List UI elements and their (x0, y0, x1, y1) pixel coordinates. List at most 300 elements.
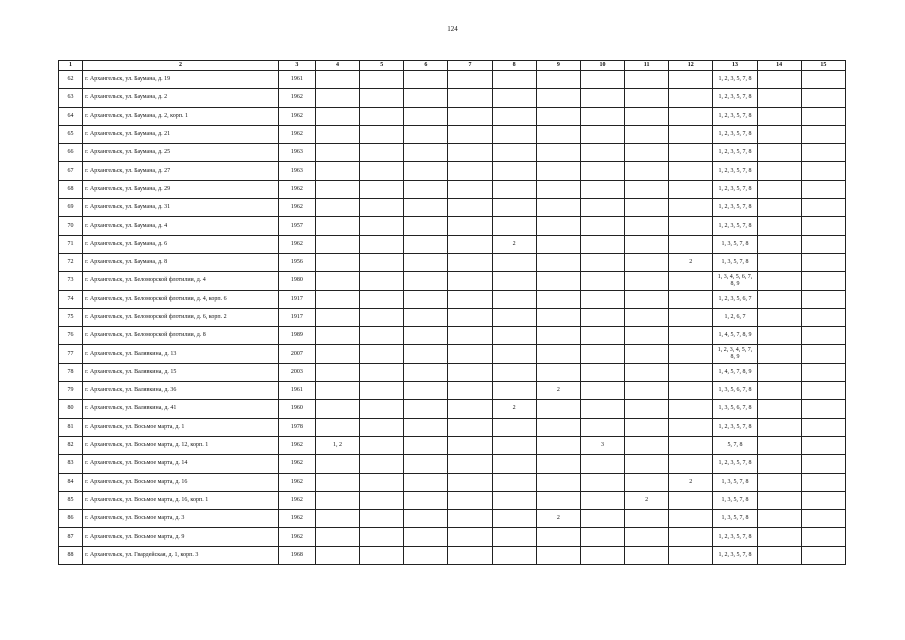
column-11-cell (625, 455, 669, 473)
codes-cell: 1, 2, 3, 5, 7, 8 (713, 107, 757, 125)
column-6-cell (404, 436, 448, 454)
column-10-cell (580, 400, 624, 418)
column-9-cell (536, 272, 580, 290)
column-15-cell (801, 382, 845, 400)
table-row (59, 473, 846, 491)
column-5-cell (360, 107, 404, 125)
address-cell: г. Архангельск, ул. Валявкина, д. 13 (83, 345, 279, 363)
year-cell: 1962 (278, 510, 315, 528)
column-6-cell (404, 363, 448, 381)
column-15-cell (801, 235, 845, 253)
column-7-cell (448, 308, 492, 326)
column-header: 4 (315, 61, 359, 71)
column-4-cell (315, 71, 359, 89)
column-5-cell (360, 436, 404, 454)
codes-cell: 5, 7, 8 (713, 436, 757, 454)
column-6-cell (404, 491, 448, 509)
year-cell: 1962 (278, 455, 315, 473)
column-5-cell (360, 162, 404, 180)
column-15-cell (801, 418, 845, 436)
column-10-cell (580, 308, 624, 326)
column-14-cell (757, 290, 801, 308)
column-15-cell (801, 436, 845, 454)
column-7-cell (448, 363, 492, 381)
column-8-cell (492, 272, 536, 290)
column-7-cell (448, 253, 492, 271)
table-row (59, 382, 846, 400)
table-row (59, 71, 846, 89)
year-cell: 1957 (278, 217, 315, 235)
column-15-cell (801, 327, 845, 345)
table-row (59, 199, 846, 217)
column-header: 2 (83, 61, 279, 71)
year-cell: 1962 (278, 235, 315, 253)
column-12-cell (669, 272, 713, 290)
address-cell: г. Архангельск, ул. Восьмое марта, д. 9 (83, 528, 279, 546)
table-row (59, 418, 846, 436)
column-14-cell (757, 400, 801, 418)
column-10-cell (580, 162, 624, 180)
column-7-cell (448, 125, 492, 143)
column-4-cell (315, 400, 359, 418)
year-cell: 1962 (278, 491, 315, 509)
address-cell: г. Архангельск, ул. Баумана, д. 4 (83, 217, 279, 235)
row-number-cell: 66 (59, 144, 83, 162)
column-7-cell (448, 528, 492, 546)
column-15-cell (801, 528, 845, 546)
row-number-cell: 63 (59, 89, 83, 107)
year-cell: 1962 (278, 528, 315, 546)
column-8-cell (492, 217, 536, 235)
column-4-cell (315, 199, 359, 217)
column-9-cell: 2 (536, 510, 580, 528)
column-12-cell (669, 418, 713, 436)
column-9-cell (536, 162, 580, 180)
column-11-cell (625, 308, 669, 326)
codes-cell: 1, 2, 6, 7 (713, 308, 757, 326)
year-cell: 1968 (278, 546, 315, 564)
column-5-cell (360, 125, 404, 143)
column-9-cell (536, 436, 580, 454)
column-14-cell (757, 107, 801, 125)
column-4-cell (315, 308, 359, 326)
year-cell: 1917 (278, 290, 315, 308)
column-11-cell (625, 235, 669, 253)
row-number-cell: 68 (59, 180, 83, 198)
column-9-cell (536, 253, 580, 271)
codes-cell: 1, 3, 5, 6, 7, 8 (713, 400, 757, 418)
column-15-cell (801, 400, 845, 418)
column-4-cell (315, 235, 359, 253)
column-14-cell (757, 473, 801, 491)
column-5-cell (360, 473, 404, 491)
table-row (59, 491, 846, 509)
column-6-cell (404, 217, 448, 235)
codes-cell: 1, 3, 5, 7, 8 (713, 473, 757, 491)
address-cell: г. Архангельск, ул. Восьмое марта, д. 1 (83, 418, 279, 436)
column-9-cell (536, 144, 580, 162)
column-10-cell (580, 473, 624, 491)
column-10-cell (580, 491, 624, 509)
address-cell: г. Архангельск, ул. Баумана, д. 21 (83, 125, 279, 143)
column-10-cell (580, 107, 624, 125)
column-4-cell (315, 180, 359, 198)
address-cell: г. Архангельск, ул. Баумана, д. 29 (83, 180, 279, 198)
column-5-cell (360, 89, 404, 107)
column-8-cell (492, 382, 536, 400)
year-cell: 1978 (278, 418, 315, 436)
column-9-cell (536, 473, 580, 491)
table-row (59, 528, 846, 546)
year-cell: 2007 (278, 345, 315, 363)
row-number-cell: 73 (59, 272, 83, 290)
column-4-cell (315, 455, 359, 473)
column-14-cell (757, 528, 801, 546)
column-5-cell (360, 217, 404, 235)
column-8-cell (492, 363, 536, 381)
column-12-cell (669, 382, 713, 400)
column-9-cell (536, 308, 580, 326)
column-15-cell (801, 71, 845, 89)
column-7-cell (448, 107, 492, 125)
column-10-cell (580, 253, 624, 271)
row-number-cell: 82 (59, 436, 83, 454)
column-header: 11 (625, 61, 669, 71)
column-15-cell (801, 363, 845, 381)
column-4-cell (315, 144, 359, 162)
column-12-cell (669, 199, 713, 217)
codes-cell: 1, 2, 3, 5, 7, 8 (713, 528, 757, 546)
column-9-cell (536, 199, 580, 217)
row-number-cell: 85 (59, 491, 83, 509)
year-cell: 1962 (278, 199, 315, 217)
year-cell: 1956 (278, 253, 315, 271)
column-9-cell (536, 107, 580, 125)
address-cell: г. Архангельск, ул. Беломорской флотилии, д. 4 (83, 272, 279, 290)
column-6-cell (404, 546, 448, 564)
column-12-cell (669, 180, 713, 198)
year-cell: 1962 (278, 180, 315, 198)
column-15-cell (801, 272, 845, 290)
column-8-cell (492, 199, 536, 217)
table-row (59, 125, 846, 143)
column-10-cell (580, 546, 624, 564)
column-7-cell (448, 272, 492, 290)
address-cell: г. Архангельск, ул. Баумана, д. 31 (83, 199, 279, 217)
column-12-cell (669, 528, 713, 546)
column-7-cell (448, 455, 492, 473)
column-5-cell (360, 382, 404, 400)
column-5-cell (360, 290, 404, 308)
column-8-cell (492, 89, 536, 107)
address-cell: г. Архангельск, ул. Баумана, д. 8 (83, 253, 279, 271)
column-4-cell (315, 363, 359, 381)
address-cell: г. Архангельск, ул. Гвардейская, д. 1, корп. 3 (83, 546, 279, 564)
row-number-cell: 83 (59, 455, 83, 473)
column-15-cell (801, 546, 845, 564)
column-14-cell (757, 491, 801, 509)
column-6-cell (404, 71, 448, 89)
column-11-cell (625, 382, 669, 400)
address-cell: г. Архангельск, ул. Восьмое марта, д. 14 (83, 455, 279, 473)
column-11-cell (625, 89, 669, 107)
row-number-cell: 74 (59, 290, 83, 308)
table-row (59, 327, 846, 345)
column-7-cell (448, 436, 492, 454)
column-14-cell (757, 327, 801, 345)
column-header: 10 (580, 61, 624, 71)
column-14-cell (757, 253, 801, 271)
year-cell: 1962 (278, 89, 315, 107)
address-cell: г. Архангельск, ул. Валявкина, д. 36 (83, 382, 279, 400)
row-number-cell: 84 (59, 473, 83, 491)
column-8-cell (492, 436, 536, 454)
column-11-cell (625, 363, 669, 381)
table-row (59, 363, 846, 381)
year-cell: 1917 (278, 308, 315, 326)
column-12-cell (669, 107, 713, 125)
table-row (59, 144, 846, 162)
column-9-cell (536, 235, 580, 253)
column-9-cell (536, 546, 580, 564)
column-6-cell (404, 199, 448, 217)
column-8-cell (492, 290, 536, 308)
column-12-cell (669, 491, 713, 509)
column-7-cell (448, 345, 492, 363)
year-cell: 1989 (278, 327, 315, 345)
column-12-cell (669, 363, 713, 381)
column-11-cell (625, 71, 669, 89)
column-9-cell (536, 327, 580, 345)
column-7-cell (448, 473, 492, 491)
column-8-cell (492, 546, 536, 564)
column-5-cell (360, 180, 404, 198)
column-10-cell (580, 217, 624, 235)
column-header: 9 (536, 61, 580, 71)
column-10-cell (580, 125, 624, 143)
column-12-cell: 2 (669, 253, 713, 271)
column-7-cell (448, 491, 492, 509)
column-15-cell (801, 89, 845, 107)
column-8-cell (492, 253, 536, 271)
column-10-cell: 3 (580, 436, 624, 454)
column-12-cell (669, 162, 713, 180)
column-15-cell (801, 345, 845, 363)
column-12-cell (669, 436, 713, 454)
row-number-cell: 64 (59, 107, 83, 125)
row-number-cell: 80 (59, 400, 83, 418)
column-4-cell (315, 510, 359, 528)
column-6-cell (404, 327, 448, 345)
column-6-cell (404, 345, 448, 363)
column-9-cell: 2 (536, 382, 580, 400)
table-row (59, 510, 846, 528)
column-7-cell (448, 162, 492, 180)
column-14-cell (757, 363, 801, 381)
table-row (59, 455, 846, 473)
column-8-cell: 2 (492, 400, 536, 418)
column-6-cell (404, 107, 448, 125)
column-6-cell (404, 235, 448, 253)
codes-cell: 1, 3, 5, 6, 7, 8 (713, 382, 757, 400)
column-6-cell (404, 253, 448, 271)
column-10-cell (580, 418, 624, 436)
column-11-cell (625, 125, 669, 143)
column-header: 12 (669, 61, 713, 71)
column-12-cell: 2 (669, 473, 713, 491)
column-15-cell (801, 491, 845, 509)
column-14-cell (757, 180, 801, 198)
column-12-cell (669, 217, 713, 235)
column-10-cell (580, 290, 624, 308)
column-7-cell (448, 180, 492, 198)
codes-cell: 1, 2, 3, 5, 7, 8 (713, 217, 757, 235)
column-15-cell (801, 473, 845, 491)
year-cell: 2003 (278, 363, 315, 381)
column-11-cell (625, 199, 669, 217)
column-4-cell (315, 272, 359, 290)
column-12-cell (669, 308, 713, 326)
year-cell: 1962 (278, 107, 315, 125)
column-11-cell (625, 272, 669, 290)
column-11-cell (625, 418, 669, 436)
table-row (59, 253, 846, 271)
column-14-cell (757, 436, 801, 454)
column-9-cell (536, 528, 580, 546)
column-12-cell (669, 125, 713, 143)
column-12-cell (669, 510, 713, 528)
column-7-cell (448, 217, 492, 235)
column-6-cell (404, 290, 448, 308)
column-11-cell (625, 107, 669, 125)
codes-cell: 1, 2, 3, 5, 7, 8 (713, 89, 757, 107)
row-number-cell: 62 (59, 71, 83, 89)
column-4-cell (315, 327, 359, 345)
column-10-cell (580, 528, 624, 546)
column-14-cell (757, 272, 801, 290)
column-8-cell (492, 345, 536, 363)
column-9-cell (536, 455, 580, 473)
codes-cell: 1, 4, 5, 7, 8, 9 (713, 363, 757, 381)
address-cell: г. Архангельск, ул. Восьмое марта, д. 3 (83, 510, 279, 528)
column-10-cell (580, 180, 624, 198)
column-14-cell (757, 345, 801, 363)
column-4-cell (315, 528, 359, 546)
column-5-cell (360, 235, 404, 253)
row-number-cell: 65 (59, 125, 83, 143)
codes-cell: 1, 2, 3, 5, 7, 8 (713, 125, 757, 143)
codes-cell: 1, 2, 3, 5, 7, 8 (713, 546, 757, 564)
column-7-cell (448, 382, 492, 400)
column-6-cell (404, 528, 448, 546)
column-8-cell (492, 510, 536, 528)
column-15-cell (801, 308, 845, 326)
column-8-cell (492, 418, 536, 436)
column-7-cell (448, 199, 492, 217)
column-12-cell (669, 89, 713, 107)
row-number-cell: 79 (59, 382, 83, 400)
column-4-cell (315, 107, 359, 125)
column-8-cell (492, 455, 536, 473)
column-7-cell (448, 235, 492, 253)
row-number-cell: 86 (59, 510, 83, 528)
column-11-cell (625, 253, 669, 271)
column-6-cell (404, 162, 448, 180)
column-4-cell: 1, 2 (315, 436, 359, 454)
column-7-cell (448, 327, 492, 345)
row-number-cell: 87 (59, 528, 83, 546)
row-number-cell: 69 (59, 199, 83, 217)
table-row (59, 162, 846, 180)
address-cell: г. Архангельск, ул. Баумана, д. 25 (83, 144, 279, 162)
column-10-cell (580, 199, 624, 217)
column-4-cell (315, 382, 359, 400)
address-cell: г. Архангельск, ул. Беломорской флотилии, д. 8 (83, 327, 279, 345)
column-10-cell (580, 382, 624, 400)
codes-cell: 1, 2, 3, 5, 7, 8 (713, 199, 757, 217)
table-row (59, 217, 846, 235)
codes-cell: 1, 2, 3, 5, 7, 8 (713, 71, 757, 89)
column-11-cell (625, 290, 669, 308)
column-15-cell (801, 290, 845, 308)
column-8-cell (492, 125, 536, 143)
row-number-cell: 67 (59, 162, 83, 180)
column-8-cell (492, 144, 536, 162)
codes-cell: 1, 2, 3, 5, 7, 8 (713, 162, 757, 180)
column-11-cell: 2 (625, 491, 669, 509)
column-10-cell (580, 327, 624, 345)
column-7-cell (448, 144, 492, 162)
column-6-cell (404, 382, 448, 400)
column-11-cell (625, 217, 669, 235)
row-number-cell: 71 (59, 235, 83, 253)
column-14-cell (757, 546, 801, 564)
column-header: 6 (404, 61, 448, 71)
column-12-cell (669, 400, 713, 418)
column-14-cell (757, 235, 801, 253)
column-5-cell (360, 455, 404, 473)
column-12-cell (669, 455, 713, 473)
year-cell: 1963 (278, 162, 315, 180)
codes-cell: 1, 3, 5, 7, 8 (713, 510, 757, 528)
column-10-cell (580, 144, 624, 162)
column-6-cell (404, 418, 448, 436)
column-4-cell (315, 473, 359, 491)
column-9-cell (536, 125, 580, 143)
row-number-cell: 81 (59, 418, 83, 436)
column-5-cell (360, 253, 404, 271)
column-4-cell (315, 162, 359, 180)
column-header: 15 (801, 61, 845, 71)
year-cell: 1962 (278, 436, 315, 454)
column-7-cell (448, 418, 492, 436)
column-11-cell (625, 528, 669, 546)
column-10-cell (580, 89, 624, 107)
column-6-cell (404, 510, 448, 528)
column-4-cell (315, 491, 359, 509)
column-9-cell (536, 89, 580, 107)
codes-cell: 1, 2, 3, 5, 7, 8 (713, 418, 757, 436)
column-12-cell (669, 327, 713, 345)
column-9-cell (536, 418, 580, 436)
table-row (59, 107, 846, 125)
column-4-cell (315, 290, 359, 308)
column-5-cell (360, 144, 404, 162)
column-10-cell (580, 272, 624, 290)
column-15-cell (801, 125, 845, 143)
column-8-cell (492, 71, 536, 89)
address-cell: г. Архангельск, ул. Баумана, д. 2 (83, 89, 279, 107)
